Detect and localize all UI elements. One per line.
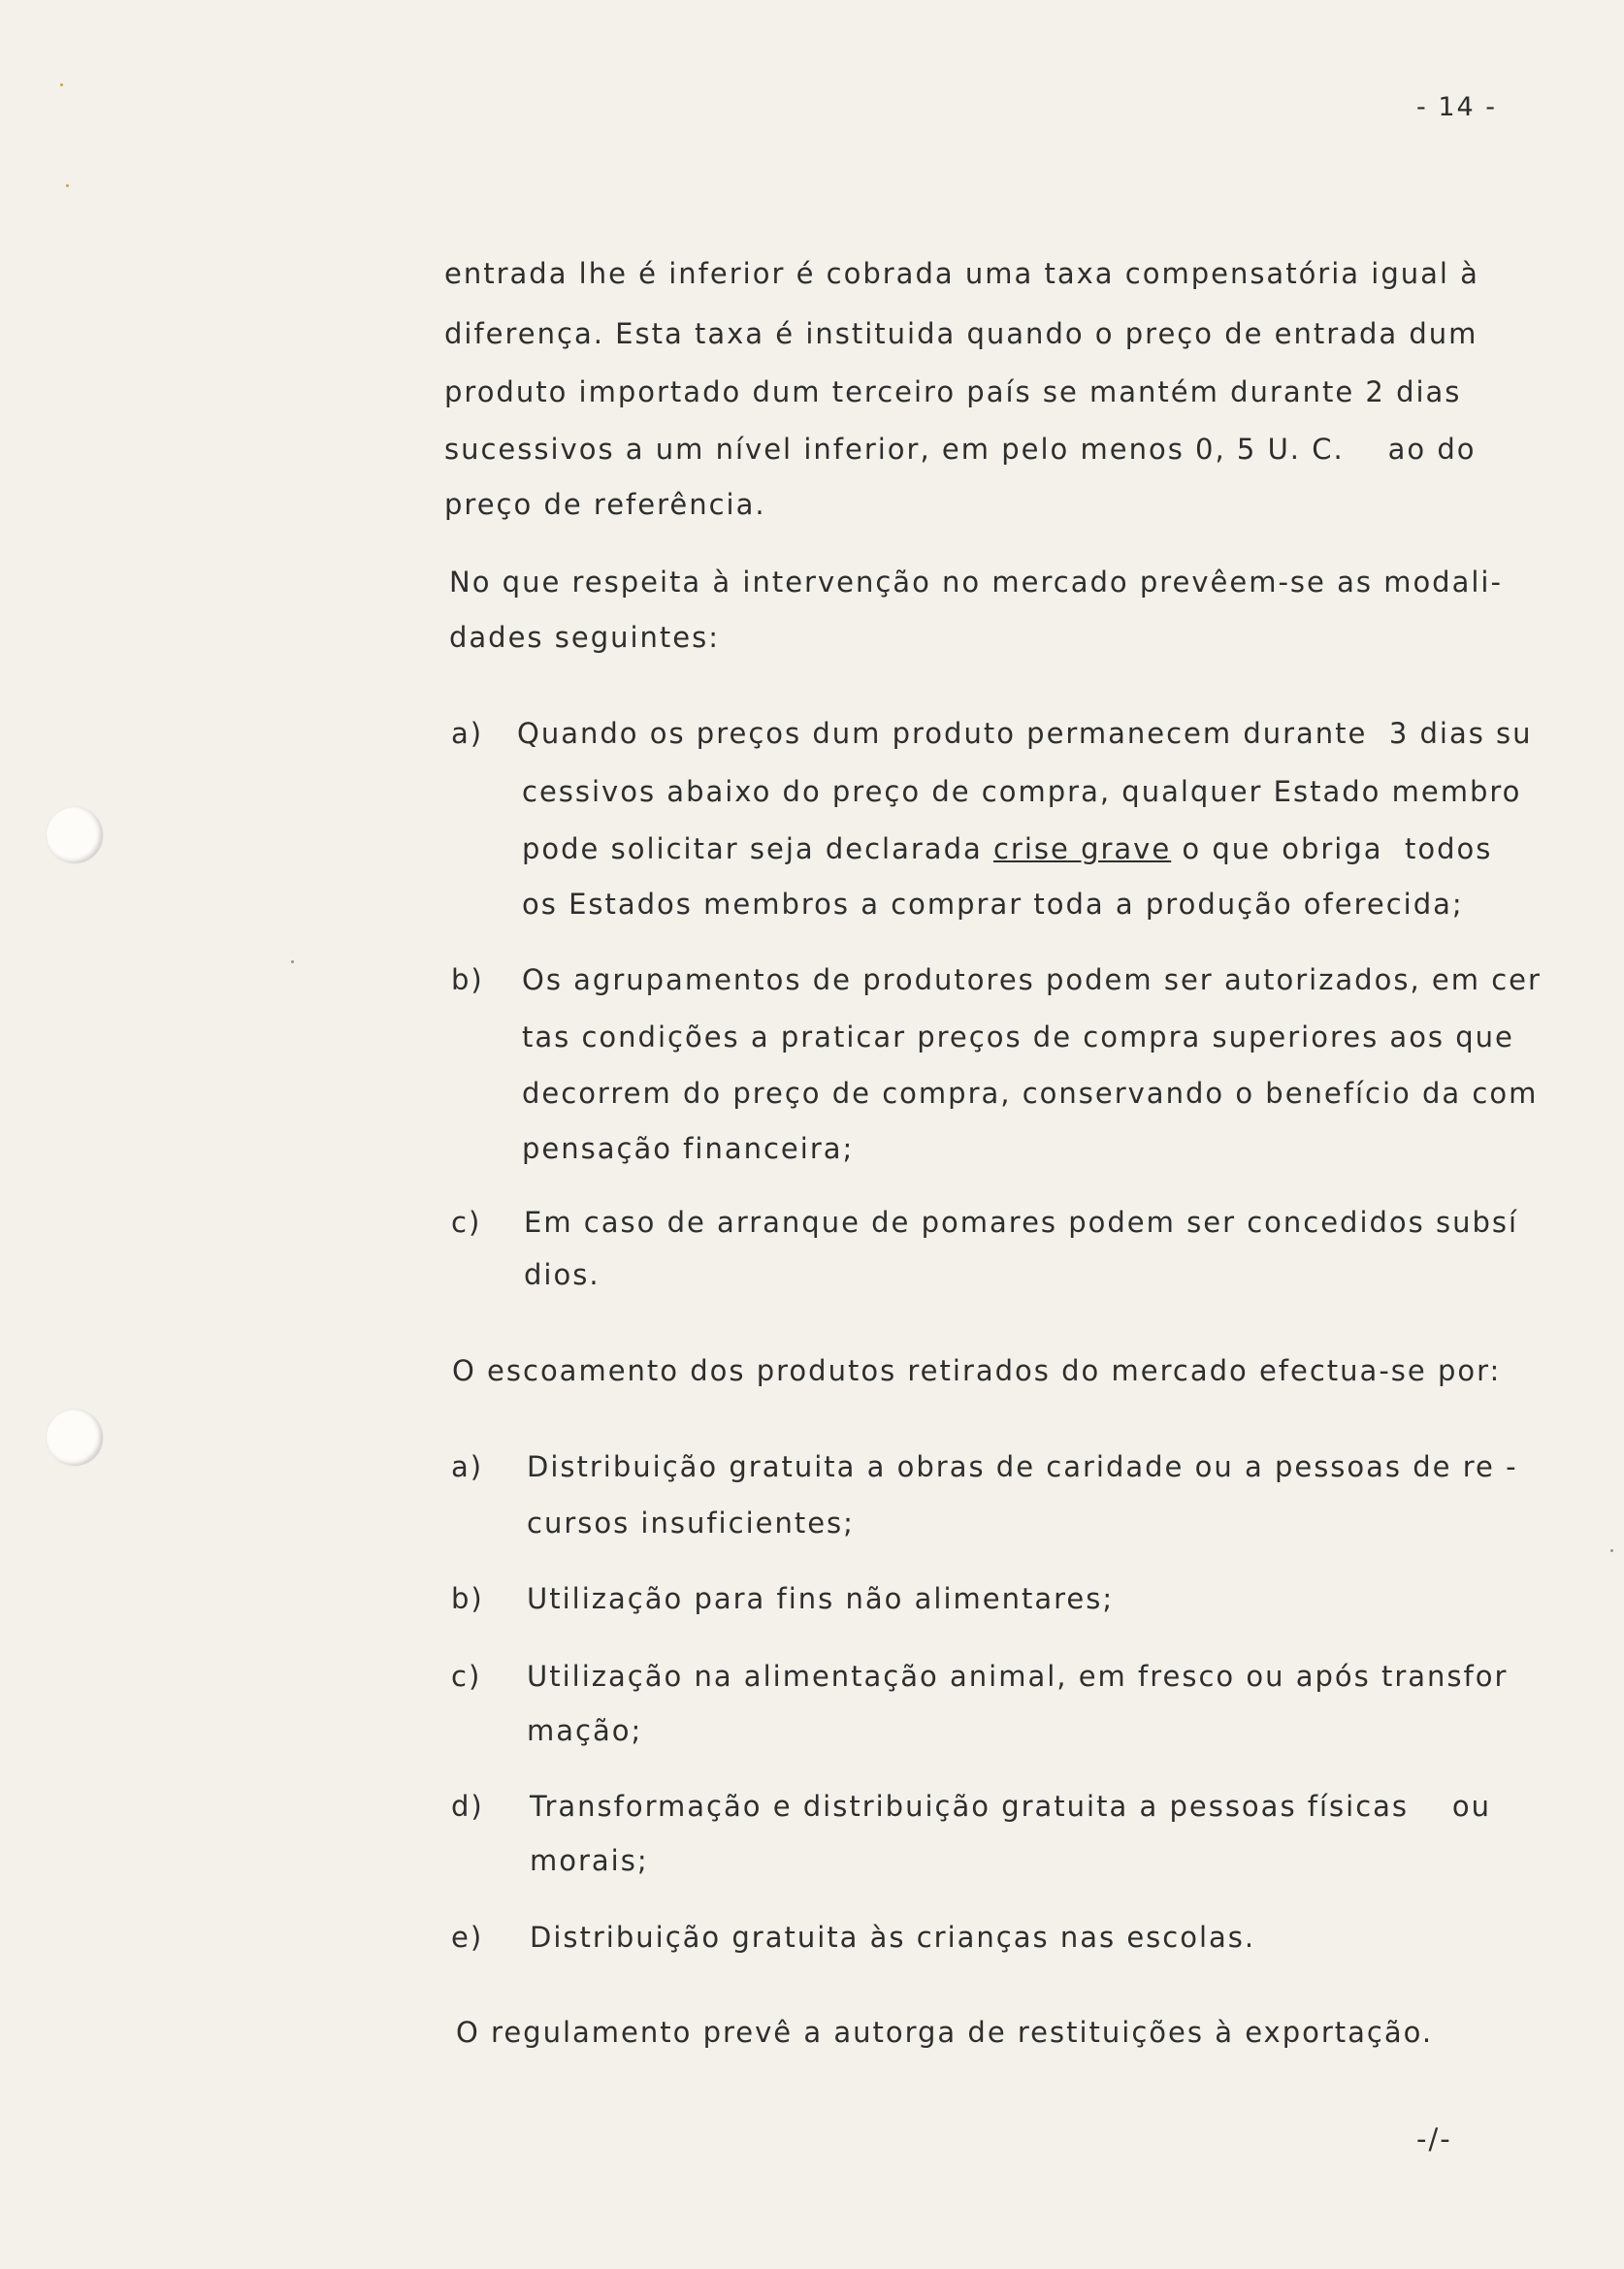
list-item-line: [522, 829, 1492, 868]
paper-speck: [1610, 1549, 1613, 1552]
paragraph2-line: dades seguintes:: [449, 621, 721, 654]
list-item-line: Transformação e distribuição gratuita a pessoas físicas ou: [530, 1790, 1492, 1823]
list-marker: d): [451, 1790, 484, 1823]
list-marker: a): [451, 1450, 484, 1483]
punch-hole-top: [47, 807, 103, 863]
continuation-mark: -/-: [1416, 2123, 1452, 2156]
list-item-line: Utilização para fins não alimentares;: [527, 1582, 1115, 1615]
list-item-line: tas condições a praticar preços de compra superiores aos que: [522, 1021, 1514, 1053]
list-marker: b): [451, 1582, 484, 1615]
list-marker: c): [451, 1660, 482, 1693]
page-number: - 14 -: [1416, 92, 1498, 122]
list-item-line: cessivos abaixo do preço de compra, qualquer Estado membro: [522, 775, 1522, 808]
punch-hole-bottom: [47, 1410, 103, 1466]
list-item-line: morais;: [530, 1844, 649, 1877]
list-marker: a): [451, 717, 484, 750]
list-item-line: cursos insuficientes;: [527, 1507, 855, 1540]
list-item-line: Em caso de arranque de pomares podem ser concedidos subsí: [524, 1206, 1519, 1239]
list-item-line: Quando os preços dum produto permanecem durante 3 dias su: [517, 717, 1533, 750]
paragraph3-line: O escoamento dos produtos retirados do mercado efectua-se por:: [452, 1354, 1502, 1387]
list-item-line: mação;: [527, 1714, 643, 1747]
paper-speck: [66, 184, 69, 187]
paragraph2-line: No que respeita à intervenção no mercado prevêem-se as modali-: [449, 566, 1503, 599]
list-item-line: os Estados membros a comprar toda a produção oferecida;: [522, 888, 1464, 921]
paragraph1-line: entrada lhe é inferior é cobrada uma taxa compensatória igual à: [444, 257, 1479, 290]
list-item-line: Distribuição gratuita às crianças nas escolas.: [530, 1921, 1256, 1954]
underlined-term: crise grave: [992, 832, 1172, 865]
list-item-line: pensação financeira;: [522, 1132, 855, 1165]
list-item-text: pode solicitar seja declarada: [522, 832, 993, 865]
paragraph4-line: O regulamento prevê a autorga de restituições à exportação.: [456, 2016, 1434, 2049]
list-item-line: Os agrupamentos de produtores podem ser autorizados, em cer: [522, 963, 1542, 996]
list-item-text: o que obriga todos: [1171, 832, 1493, 865]
list-item-line: decorrem do preço de compra, conservando o benefício da com: [522, 1077, 1539, 1110]
paper-speck: [60, 83, 63, 86]
paper-speck: [291, 960, 294, 963]
list-marker: b): [451, 963, 484, 996]
paragraph1-line: diferença. Esta taxa é instituida quando o preço de entrada dum: [444, 317, 1478, 350]
list-marker: e): [451, 1921, 484, 1954]
list-item-line: Distribuição gratuita a obras de caridade ou a pessoas de re -: [527, 1450, 1518, 1483]
list-marker: c): [451, 1206, 482, 1239]
paragraph1-line: sucessivos a um nível inferior, em pelo menos 0, 5 U. C. ao do: [444, 433, 1477, 466]
paragraph1-line: produto importado dum terceiro país se mantém durante 2 dias: [444, 375, 1462, 408]
list-item-line: Utilização na alimentação animal, em fresco ou após transfor: [527, 1660, 1509, 1693]
list-item-line: dios.: [524, 1258, 601, 1291]
paragraph1-line: preço de referência.: [444, 488, 766, 521]
